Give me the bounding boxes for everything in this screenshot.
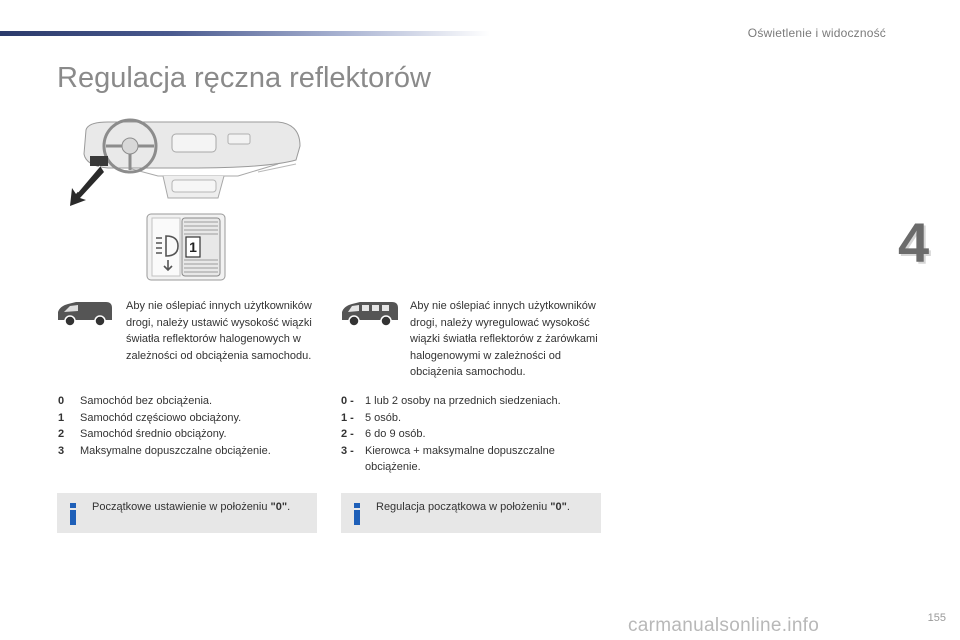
chapter-number: 4 bbox=[898, 211, 930, 274]
right-info-text: Regulacja początkowa w położeniu "0". bbox=[376, 501, 570, 513]
list-item: 0 - 1 lub 2 osoby na przednich siedzeniach. bbox=[341, 395, 561, 407]
switch-position-label: 1 bbox=[189, 239, 197, 255]
info-icon bbox=[67, 503, 79, 525]
left-info-text: Początkowe ustawienie w położeniu "0". bbox=[92, 501, 291, 513]
section-header: Oświetlenie i widoczność bbox=[747, 26, 886, 40]
left-description: Aby nie oślepiać innych użytkowników drogi, należy ustawić wysokość wiązki światła reflektorów halogenowych w zależności od obciążenia samochodu. bbox=[126, 300, 312, 362]
header-gradient-bar bbox=[0, 31, 490, 36]
van-icon bbox=[56, 300, 114, 328]
list-item: 1 Samochód częściowo obciążony. bbox=[58, 411, 242, 424]
headlamp-adjust-switch-illustration bbox=[144, 212, 228, 282]
list-item: 2 - 6 do 9 osób. bbox=[341, 428, 426, 440]
page-number: 155 bbox=[927, 612, 946, 624]
list-item: 3 Maksymalne dopuszczalne obciążenie. bbox=[58, 444, 271, 457]
list-item: 0 Samochód bez obciążenia. bbox=[58, 395, 213, 407]
left-info-box bbox=[57, 493, 317, 533]
info-icon bbox=[351, 503, 363, 525]
list-item: 3 - Kierowca + maksymalne dopuszczalne obciążenie. bbox=[341, 444, 555, 473]
dashboard-illustration bbox=[68, 116, 308, 212]
list-item: 2 Samochód średnio obciążony. bbox=[58, 428, 227, 440]
right-info-box bbox=[341, 493, 601, 533]
list-item: 1 - 5 osób. bbox=[341, 411, 402, 424]
right-settings-list bbox=[341, 393, 601, 476]
page-title: Regulacja ręczna reflektorów bbox=[57, 62, 431, 94]
right-description: Aby nie oślepiać innych użytkowników drogi, należy wyregulować wysokość wiązki światła reflektorów z żarówkami halogenowymi w zależności od obciążenia samochodu. bbox=[410, 300, 598, 378]
minibus-icon bbox=[340, 300, 400, 328]
left-settings-list bbox=[58, 393, 328, 459]
watermark: carmanualsonline.info bbox=[628, 615, 820, 636]
